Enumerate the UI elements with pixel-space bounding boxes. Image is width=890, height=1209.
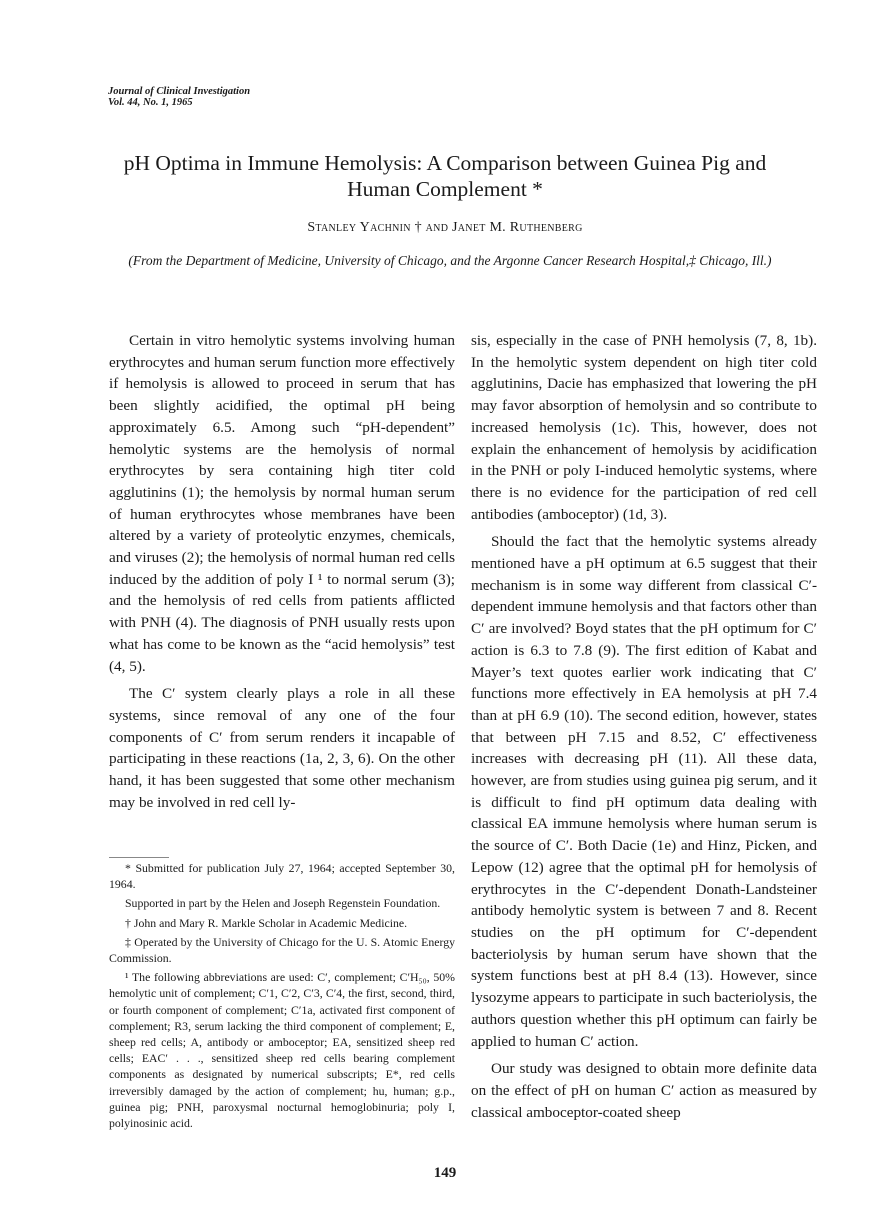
journal-name: Journal of Clinical Investigation bbox=[108, 86, 251, 97]
footnote-divider bbox=[109, 857, 169, 858]
left-column bbox=[109, 330, 455, 819]
footnotes bbox=[109, 860, 455, 1134]
paragraph: Certain in vitro hemolytic systems involving human erythrocytes and human serum function more effectively if hemolysis is allowed to proceed in serum that has been slightly acidified, the optimal pH being approximately 6.5. Among such “pH-dependent” hemolytic systems are the hemolysis of normal erythrocytes by sera containing high titer cold agglutinins (1); the hemolysis by normal human serum of human erythrocytes whose membranes have been altered by a variety of proteolytic enzymes, chemicals, and viruses (2); the hemolysis of normal human red cells induced by the addition of poly I ¹ to normal serum (3); and the hemolysis of red cells from patients afflicted with PNH (4). The diagnosis of PNH usually rests upon what has come to be known as the “acid hemolysis” test (4, 5). bbox=[109, 332, 455, 675]
footnote: ‡ Operated by the University of Chicago for the U. S. Atomic Energy Commission. bbox=[109, 934, 455, 966]
footnote: * Submitted for publication July 27, 1964; accepted September 30, 1964. bbox=[109, 861, 455, 892]
paragraph: Should the fact that the hemolytic systems already mentioned have a pH optimum at 6.5 suggest that their mechanism is in some way different from classical C′-dependent immune hemolysis and that factors other than C′ are involved? Boyd states that the pH optimum for C′ action is 6.3 to 7.8 (9). The first edition of Kabat and Mayer’s text quotes earlier work indicating that C′ functions more effectively in EA hemolysis at pH 7.4 than at pH 6.9 (10). The second edition, however, states that between pH 7.15 and 8.52, C′ effectiveness increases with decreasing pH (11). All these data, however, are from studies using guinea pig serum, and it is difficult to find pH optimum data dealing with classical EA immune hemolysis where human serum is the source of C′. Both Dacie (1e) and Hinz, Picken, and Lepow (12) agree that the optimal pH for hemolysis of erythrocytes in the C′-dependent Donath-Landsteiner antibody hemolytic system is between 7 and 8. Recent studies on the pH optimum for C′-dependent bacteriolysis by human serum have shown that the system functions best at pH 8.4 (13). However, since lysozyme appears to participate in such bacteriolysis, the authors question whether this pH optimum can fairly be applied to human C′ action. bbox=[471, 533, 817, 1050]
paragraph: sis, especially in the case of PNH hemolysis (7, 8, 1b). In the hemolytic system dependent on high titer cold agglutinins, Dacie has emphasized that lowering the pH may favor absorption of hemolysin and so contribute to increased hemolysis (1c). This, however, does not explain the enhancement of hemolysis by acidification in the PNH or poly I-induced hemolytic systems, where there is no evidence for the participation of red cell antibodies (amboceptor) (1d, 3). bbox=[471, 332, 817, 523]
journal-header bbox=[108, 86, 250, 108]
authors: Stanley Yachnin † and Janet M. Ruthenberg bbox=[307, 220, 583, 235]
page-number: 149 bbox=[433, 1165, 457, 1181]
right-column bbox=[471, 330, 817, 1129]
footnote: † John and Mary R. Markle Scholar in Academic Medicine. bbox=[125, 915, 408, 930]
journal-volume: Vol. 44, No. 1, 1965 bbox=[108, 97, 193, 108]
article-title: pH Optima in Immune Hemolysis: A Comparison between Guinea Pig and Human Complement * bbox=[123, 151, 767, 201]
affiliation: (From the Department of Medicine, University of Chicago, and the Argonne Cancer Research Hospital,‡ Chicago, Ill.) bbox=[128, 253, 772, 268]
paragraph: Our study was designed to obtain more definite data on the effect of pH on human C′ action as measured by classical amboceptor-coated sheep bbox=[471, 1060, 817, 1121]
footnote: ¹ The following abbreviations are used: C′, complement; C′H₅₀, 50% hemolytic unit of complement; C′1, C′2, C′3, C′4, the first, second, third, or fourth component of complement; C′1a, activated first component of complement; R3, serum lacking the third component of complement; E, sheep red cells; A, antibody or amboceptor; EA, sensitized sheep red cells; EAC′ . . ., sensitized sheep red cells bearing complement components as designated by numerical subscripts; E*, red cells irreversibly damaged by the action of complement; hu, human; g.p., guinea pig; PNH, paroxysmal nocturnal hemoglobinuria; poly I, polyinosinic acid. bbox=[109, 970, 455, 1131]
footnote: Supported in part by the Helen and Joseph Regenstein Foundation. bbox=[125, 896, 441, 911]
paragraph: The C′ system clearly plays a role in all these systems, since removal of any one of the four components of C′ from serum renders it incapable of participating in these reactions (1a, 2, 3, 6). On the other hand, it has been suggested that some other mechanism may be involved in red cell ly- bbox=[109, 685, 455, 811]
